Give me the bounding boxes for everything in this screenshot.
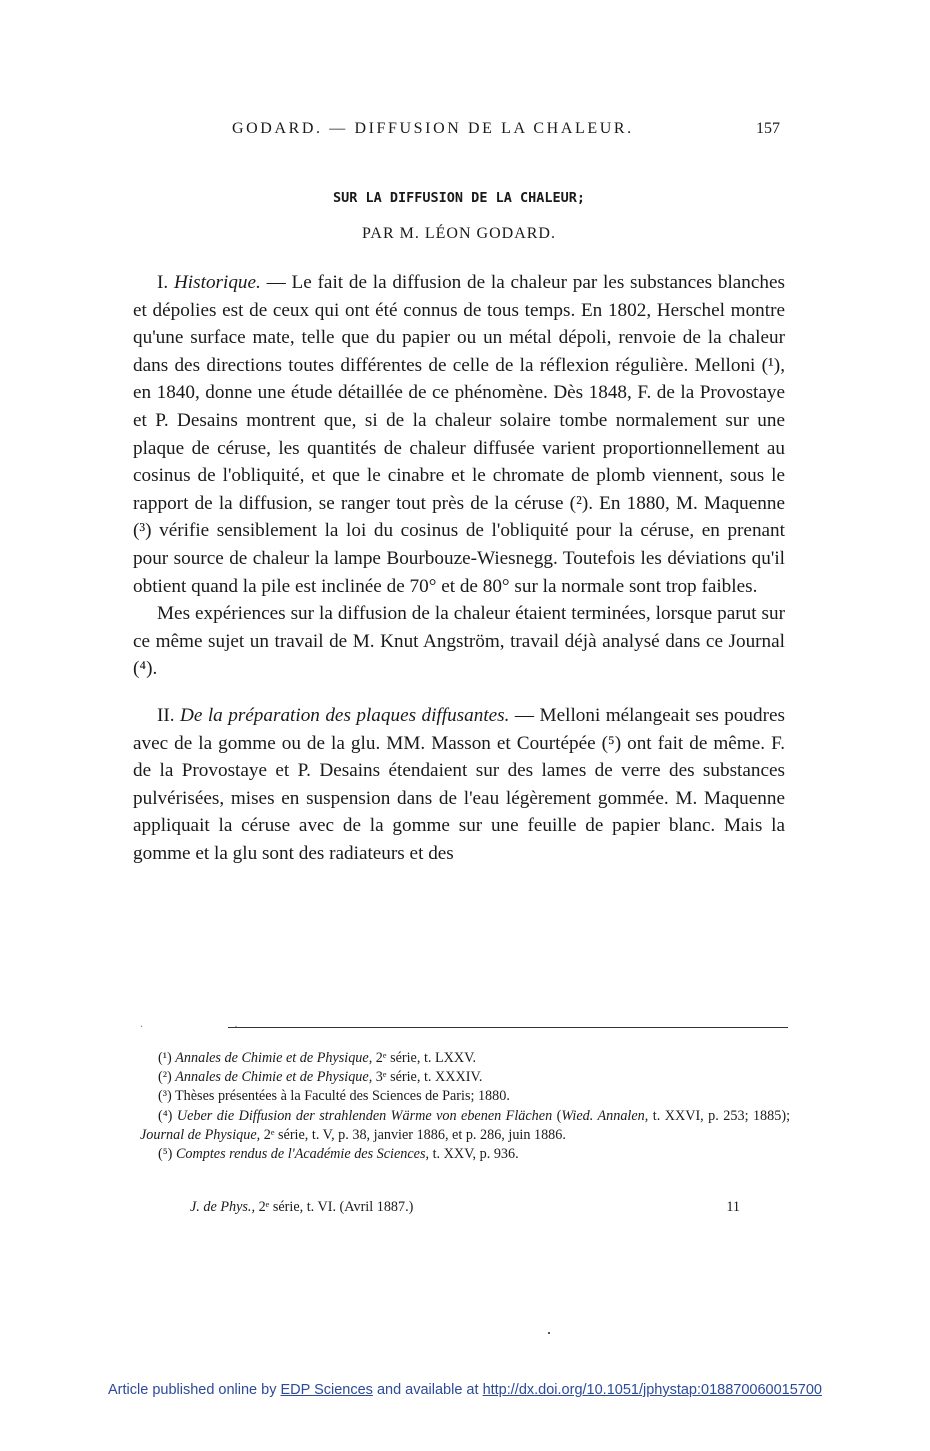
- footnote-rule-dots: · ·: [140, 1022, 282, 1033]
- publication-footer: Article published online by EDP Sciences and available at http://dx.doi.org/10.1051/jphystap:018870060015700: [108, 1382, 822, 1398]
- page-number: 157: [756, 120, 780, 137]
- paragraph-historique: I. Historique. — Le fait de la diffusion de la chaleur par les substances blanches et dépolies est de ceux qui ont été connus de tous temps. En 1802, Herschel montre qu'une surface mate, telle que du papier ou un métal dépoli, renvoie de la chaleur dans des directions toutes différentes de celle de la réflexion régulière. Melloni (¹), en 1840, donne une étude détaillée de ce phénomène. Dès 1848, F. de la Provostaye et P. Desains montrent que, si de la chaleur solaire tombe normalement sur une plaque de céruse, les quantités de chaleur diffusée varient proportionnellement au cosinus de l'obliquité, et que le cinabre et le chromate de plomb viennent, sous le rapport de la diffusion, se ranger tout près de la céruse (²). En 1880, M. Maquenne (³) vérifie sensiblement la loi du cosinus de l'obliquité pour la céruse, en prenant pour source de chaleur la lampe Bourbouze-Wiesnegg. Toutefois les déviations qu'il obtient quand la pile est inclinée de 70° et de 80° sur la normale sont trop faibles.: [133, 272, 785, 597]
- footnotes: [140, 1049, 790, 1164]
- footnote: (⁵) Comptes rendus de l'Académie des Sciences, t. XXV, p. 936.: [158, 1146, 519, 1163]
- footnote: (²) Annales de Chimie et de Physique, 3ᵉ série, t. XXXIV.: [158, 1069, 483, 1086]
- publisher-link[interactable]: EDP Sciences: [280, 1382, 373, 1398]
- article-title: SUR LA DIFFUSION DE LA CHALEUR;: [333, 190, 585, 206]
- footnote: (³) Thèses présentées à la Faculté des Sciences de Paris; 1880.: [158, 1088, 510, 1105]
- footnote: (⁴) Ueber die Diffusion der strahlenden Wärme von ebenen Flächen (Wied. Annalen, t. XXVI, p. 253; 1885); Journal de Physique, 2ᵉ série, t. V, p. 38, janvier 1886, et p. 286, juin 1886.: [140, 1107, 791, 1143]
- print-dot: [548, 1332, 550, 1334]
- signature-line: J. de Phys., 2ᵉ série, t. VI. (Avril 1887.) 11: [190, 1199, 740, 1215]
- footnote-rule: [228, 1027, 788, 1028]
- running-head-title: GODARD. — DIFFUSION DE LA CHALEUR.: [232, 120, 634, 137]
- paragraph-angstrom: Mes expériences sur la diffusion de la chaleur étaient terminées, lorsque parut sur ce même sujet un travail de M. Knut Angström, travail déjà analysé dans ce Journal (⁴).: [133, 603, 785, 680]
- article-author: PAR M. LÉON GODARD.: [362, 225, 556, 242]
- article-body: [133, 269, 785, 867]
- paragraph-preparation: II. De la préparation des plaques diffusantes. — Melloni mélangeait ses poudres avec de la gomme ou de la glu. MM. Masson et Courtépée (⁵) ont fait de même. F. de la Provostaye et P. Desains étendaient sur des lames de verre des substances pulvérisées, mises en suspension dans de l'eau légèrement gommée. M. Maquenne appliquait la céruse avec de la gomme sur une feuille de papier blanc. Mais la gomme et la glu sont des radiateurs et des: [133, 704, 785, 864]
- section-heading-preparation: De la préparation des plaques diffusantes.: [180, 704, 510, 726]
- footnote: (¹) Annales de Chimie et de Physique, 2ᵉ série, t. LXXV.: [158, 1050, 477, 1066]
- running-head: [232, 120, 780, 138]
- doi-link[interactable]: http://dx.doi.org/10.1051/jphystap:018870060015700: [482, 1382, 822, 1398]
- signature-mark: 11: [726, 1199, 740, 1215]
- section-heading-historique: Historique.: [173, 272, 261, 293]
